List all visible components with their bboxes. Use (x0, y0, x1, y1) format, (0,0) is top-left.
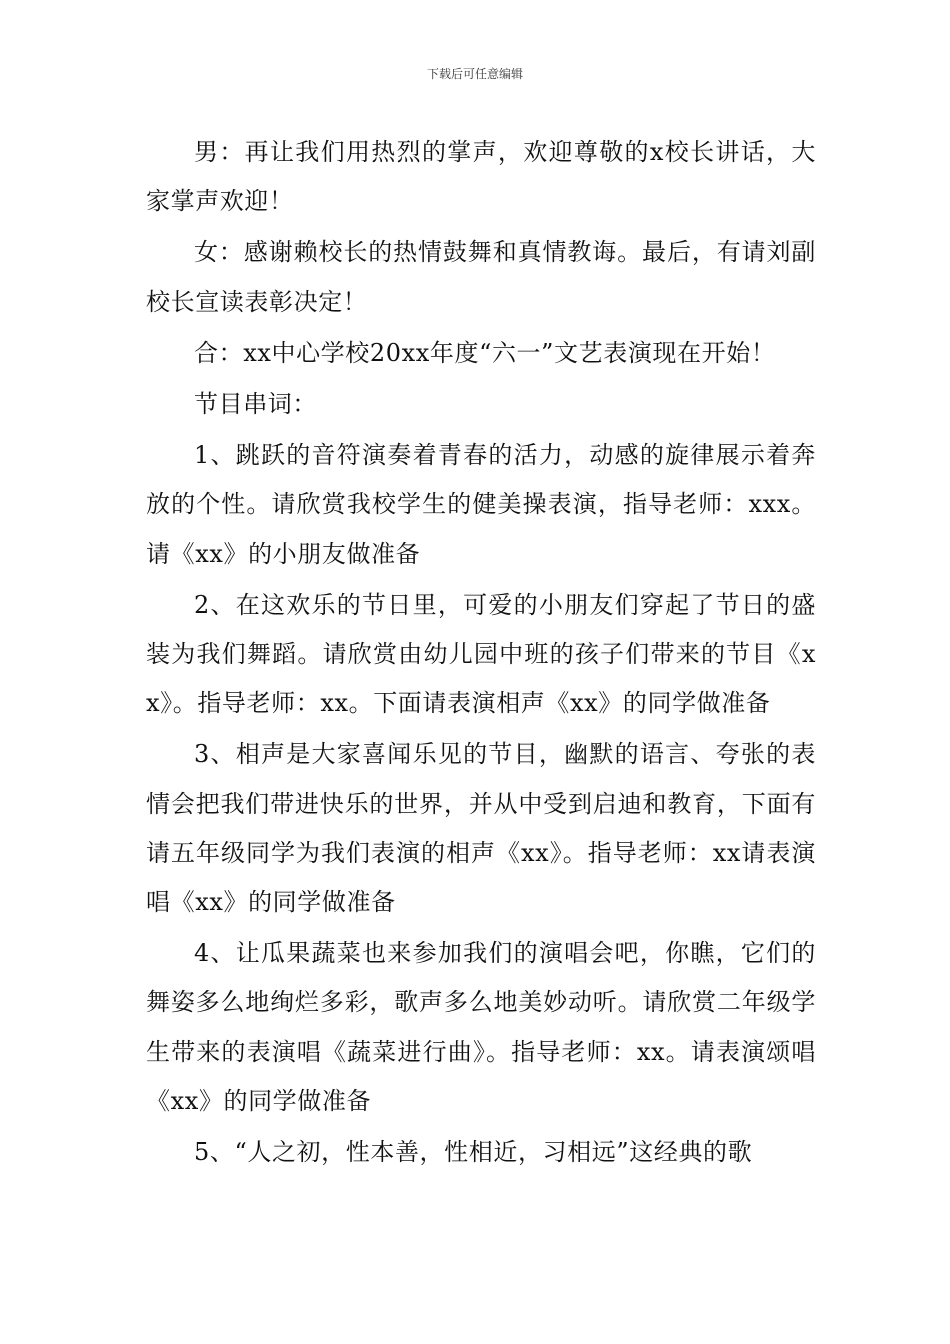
paragraph-item-3: 3、相声是大家喜闻乐见的节目，幽默的语言、夸张的表情会把我们带进快乐的世界，并从中受到启迪和教育，下面有请五年级同学为我们表演的相声《xx》。指导老师：xx请表演唱《xx》的同学做准备 (146, 740, 816, 917)
paragraph-male-host: 男：再让我们用热烈的掌声，欢迎尊敬的x校长讲话，大家掌声欢迎！ (146, 138, 816, 216)
paragraph-item-1: 1、跳跃的音符演奏着青春的活力，动感的旋律展示着奔放的个性。请欣赏我校学生的健美操表演，指导老师：xxx。请《xx》的小朋友做准备 (146, 441, 816, 568)
page-header-note: 下载后可任意编辑 (426, 67, 523, 81)
document-body (146, 128, 816, 1179)
paragraph-item-5: 5、“人之初，性本善，性相近，习相远”这经典的歌 (194, 1138, 753, 1167)
paragraph-item-4: 4、让瓜果蔬菜也来参加我们的演唱会吧，你瞧，它们的舞姿多么地绚烂多彩，歌声多么地美妙动听。请欣赏二年级学生带来的表演唱《蔬菜进行曲》。指导老师：xx。请表演颂唱《xx》的同学做准备 (146, 939, 816, 1115)
paragraph-program-heading: 节目串词： (194, 390, 317, 419)
paragraph-together: 合：xx中心学校20xx年度“六一”文艺表演现在开始！ (194, 338, 776, 367)
paragraph-female-host: 女：感谢赖校长的热情鼓舞和真情教诲。最后，有请刘副校长宣读表彰决定！ (146, 238, 816, 316)
paragraph-item-2: 2、在这欢乐的节日里，可爱的小朋友们穿起了节日的盛装为我们舞蹈。请欣赏由幼儿园中班的孩子们带来的节目《xx》。指导老师：xx。下面请表演相声《xx》的同学做准备 (146, 590, 816, 718)
